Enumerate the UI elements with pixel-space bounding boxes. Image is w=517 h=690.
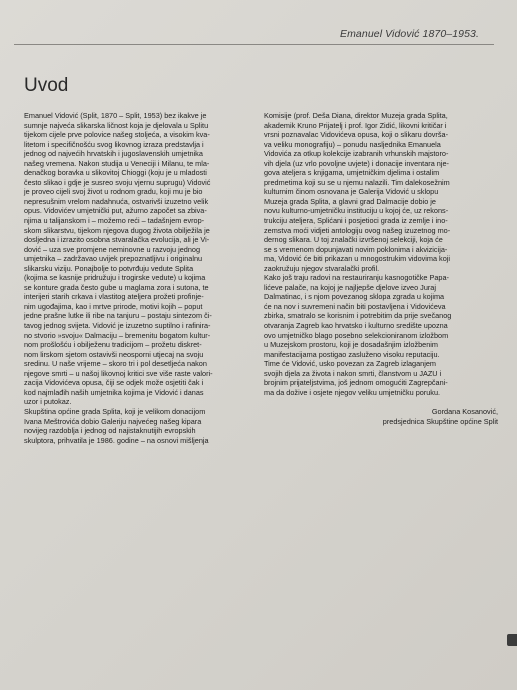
section-heading: Uvod [24,75,69,96]
text-line: Kako još traju radovi na restauriranju kasnogotičke Papa- [264,273,449,283]
text-line: jedne prašne lutke ili ribe na tanjuru – postaju sintezom či- [24,311,212,321]
text-line: tavog jednog svijeta. Vidović je izuzetno suptilno i rafinira- [24,321,211,331]
text-line: vrsni poznavalac Vidovićeva opusa, koji o slikaru dovrša- [264,130,449,140]
signature-title: predsjednica Skupštine općine Split [382,416,498,426]
right-text-column [264,111,500,427]
text-line: jednog od najvećih hrvatskih i jugoslavenskih umjetnika [24,149,203,159]
left-text-column [24,111,260,445]
text-line: zemstva moći vidjeti antologiju ovog našeg izuzetnog mo- [264,225,451,235]
text-line: njima u talijanskom i – možemo reći – tadašnjem evrop- [24,216,205,226]
text-line: otvaranja Zagreb kao hrvatsko i kulturno središte upozna [264,321,448,331]
text-line: je proveo cijeli svoj život u rodnom gradu, koji mu je bio [24,187,203,197]
text-line: denačkog boravka u slikovitoj Chioggi (koju je u mladosti [24,168,207,178]
signature-name: Gordana Kosanović, [431,407,498,417]
text-line: novu kulturno-umjetničku instituciju u kojoj će, uz rekons- [264,206,449,216]
text-line: sredinu. U naše vrijeme – skoro tri i pol desetljeća nakon [24,359,207,369]
text-line: se s vremenom dopunjavati novim poklonima i akvizicija- [264,244,448,254]
text-line: vih djela (uz vrlo povoljne uvjete) i donacije inventara nje- [264,158,449,168]
text-line: akademik Kruno Prijatelj i prof. Igor Zidić, likovni kritičar i [264,120,447,130]
text-line: skulptora, prihvatila je 1986. godine – na osnovi mišljenja [24,435,209,445]
text-line: nim ugođajima, kao i mrtve prirode, motivi kojih – poput [24,301,203,311]
text-line: Muzeja grada Splita, a glavni grad Dalmacije dobio je [264,196,436,206]
text-line: va veliku monografiju) – ponudu nasljednika Emanuela [264,139,441,149]
text-line: zacija Vidovićeva opusa, čiji se odjek može osjetiti čak i [24,378,204,388]
text-line: uzor i putokaz. [24,397,72,407]
text-line: Time će Vidović, usko povezan za Zagreb izlaganjem [264,359,436,369]
text-line: predmetima koji su se u njemu nalazili. Tim dalekosežnim [264,177,450,187]
text-line: brojnim prijateljstvima, još jednom omogućiti Zagrepčani- [264,378,448,388]
text-line: nom prošlošću i obilježenu tradicijom – prožetu diskret- [24,340,202,350]
text-line: će na nov i suvremeni način biti postavljena i Vidovićeva [264,301,446,311]
text-line: nom lirskom sjetom ostavivši neosporni utjecaj na svoju [24,349,204,359]
text-line: slikarsku viziju. Ponajbolje to potvrđuju vedute Splita [24,263,194,273]
text-line: skom slikarstvu, tijekom njegova dugog života obilježila je [24,225,210,235]
text-line: ma da dožive i osjete njegov veliku umjetničku poruku. [264,387,441,397]
signature-block [264,407,500,426]
text-line: no stvorio »svoju« Dalmaciju – bremenitu bogatom kultur- [24,330,211,340]
text-line: litetom i specifičnošću svog likovnog izraza predstavlja i [24,139,204,149]
text-line: (kojima se kasnije pridružuju i trogirske vedute) u kojima [24,273,206,283]
text-line: u Muzejskom prostoru, koji je dosadašnjim izložbenim [264,340,438,350]
text-line: Dalmatinac, i s njom povezanog sklopa zgrada u kojima [264,292,445,302]
text-line: Skupština općine grada Splita, koji je velikom donacijom [24,406,206,416]
text-line: svojih djela za života i nakon smrti, članstvom u JAZU i [264,368,442,378]
text-line: opus. Vidovićev umjetnički put, ažurno započet sa zbiva- [24,206,207,216]
text-line: Vidovića za otkup kolekcije izabranih vrhunskih majstoro- [264,149,449,159]
text-line: manifestacijama postigao zasluženo visoku reputaciju. [264,349,440,359]
text-line: Ivana Meštrovića dobio Galeriju najvećeg našeg kipara [24,416,202,426]
text-line: dernog slikara. U toj znalački izvršenoj selekciji, koja će [264,235,443,245]
text-line: ma, Vidović će biti prikazan u mnogostrukim vidovima koji [264,254,451,264]
text-line: gova ateljera s knjigama, umjetničkim djelima i ostalim [264,168,440,178]
text-line: Emanuel Vidović (Split, 1870 – Split, 1953) bez ikakve je [24,111,207,120]
text-line: lićeve palače, na kojoj je najljepše djelove izveo Juraj [264,282,436,292]
text-line: Komisije (prof. Deša Diana, direktor Muzeja grada Splita, [264,111,448,120]
text-line: kod najmlađih naših umjetnika kojima je Vidović i danas [24,387,204,397]
right-column-body [264,111,500,397]
text-line: sumnje najveća slikarska ličnost koja je djelovala u Splitu [24,120,209,130]
text-line: kulturnim činom osnovana je Galerija Vidović u sklopu [264,187,439,197]
text-line: zaokružuju njegov stvaralački profil. [264,263,380,273]
header-rule [14,44,494,45]
text-line: često slikao i gdje je susreo svoju vjernu suprugu) Vidović [24,177,211,187]
text-line: se konture grada često gube u maglama zora i sutona, te [24,282,209,292]
text-line: njegove smrti – u našoj likovnoj kritici sve više raste valori- [24,368,213,378]
text-line: novijeg razdoblja i jednog od najistaknutijih evropskih [24,426,196,436]
text-line: dović – uza sve promjene neminovne u razvoju jednog [24,244,201,254]
text-line: trukciju ateljera, Splićani i posjetioci grada iz zemlje i ino- [264,216,448,226]
text-line: ovo umjetničko blago posebno selekcioniranom izložbom [264,330,449,340]
running-header: Emanuel Vidović 1870–1953. [339,28,479,40]
text-line: tijekom cijele prve polovice našeg stoljeća, a visokim kva- [24,130,210,140]
text-line: zbirka, smatralo se korisnim i potrebitim da prije svečanog [264,311,452,321]
text-line: interijeri starih crkava i vlastitog ateljera prožeti profinje- [24,292,204,302]
text-line: dosljedna i izrazito osobna stvaralačka evolucija, ali je Vi- [24,235,210,245]
page-edge-tab [507,634,517,646]
text-line: umjetnika – zadržavao uvijek prepoznatljivu i originalnu [24,254,203,264]
text-line: našeg vremena. Nakon studija u Veneciji i Milanu, te mla- [24,158,210,168]
text-line: nepresušnim vrelom nadahnuća, ostvarivši izuzetno velik [24,196,209,206]
